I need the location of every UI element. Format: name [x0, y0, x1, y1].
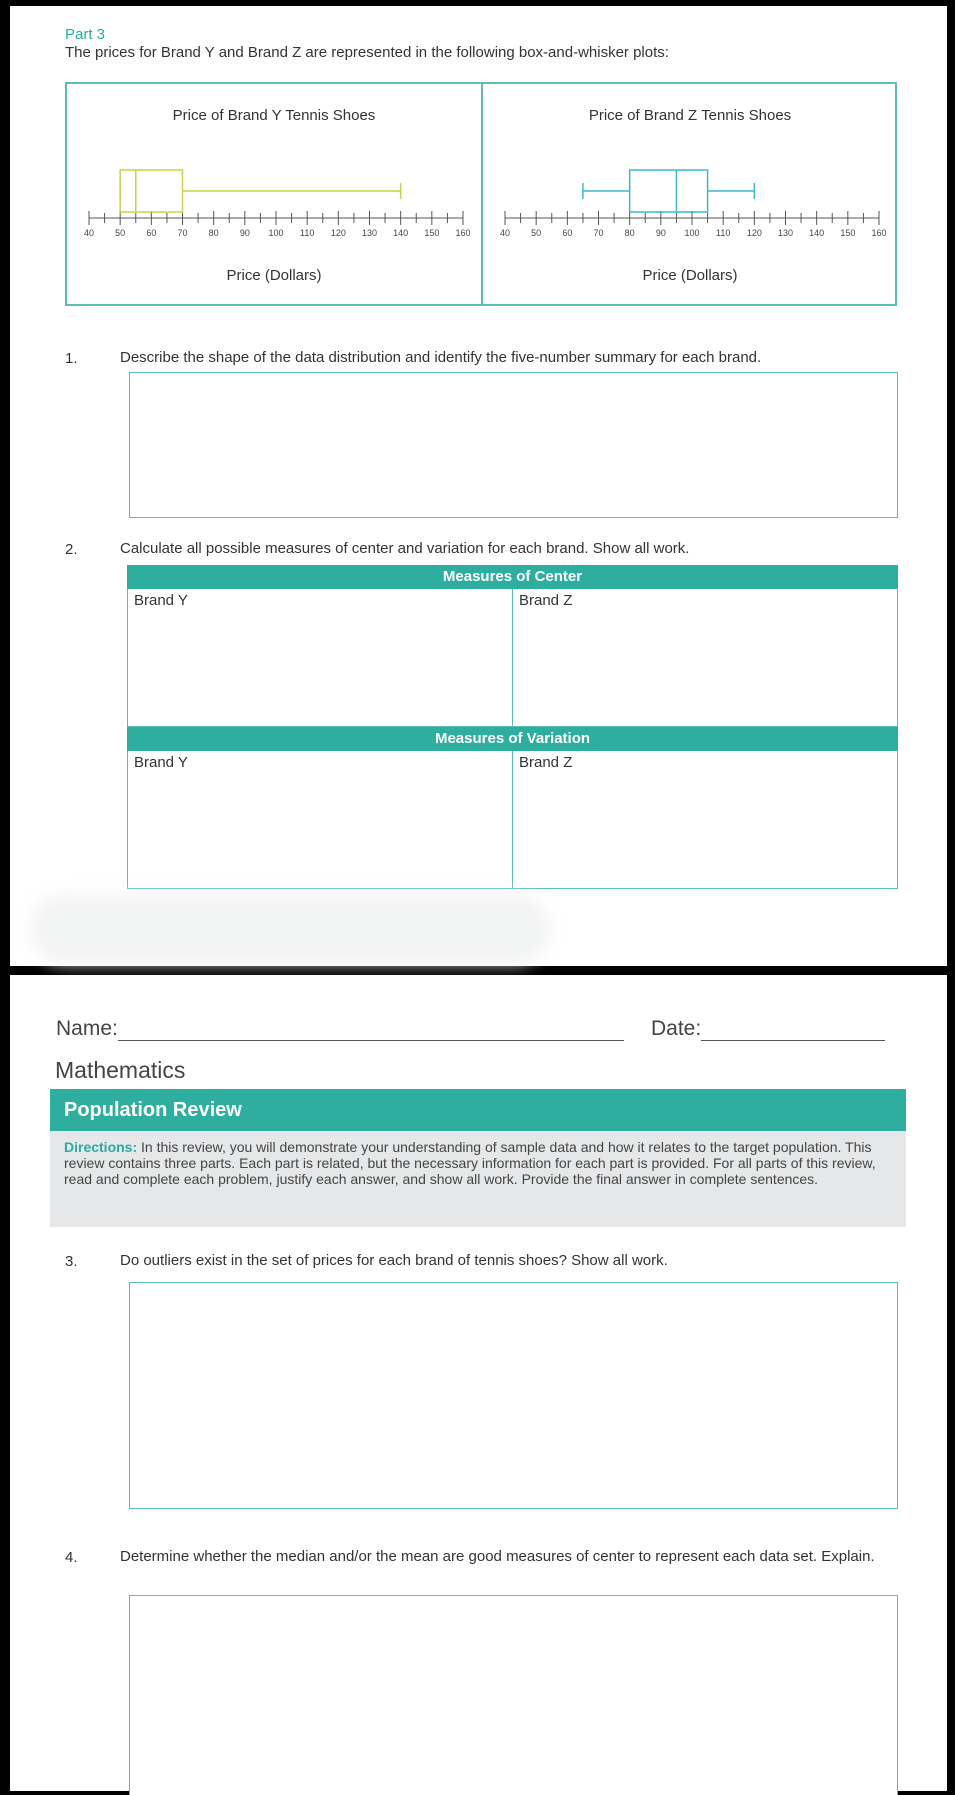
x-tick-label: 160 [871, 228, 887, 238]
q2-text: Calculate all possible measures of center and variation for each brand. Show all work. [120, 540, 690, 557]
iqr-box [630, 170, 708, 212]
plot-title: Price of Brand Y Tennis Shoes [172, 107, 376, 124]
variation-brand-y-cell[interactable]: Brand Y [134, 754, 188, 771]
q4-text: Determine whether the median and/or the mean are good measures of center to represent each data set. Explain. [120, 1548, 875, 1565]
q3-text: Do outliers exist in the set of prices for each brand of tennis shoes? Show all work. [120, 1252, 668, 1269]
x-axis-label: Price (Dollars) [226, 267, 322, 284]
brand-z-box-plot [483, 84, 897, 304]
plot-title: Price of Brand Z Tennis Shoes [588, 107, 792, 124]
q1-text: Describe the shape of the data distribution and identify the five-number summary for each brand. [120, 349, 762, 366]
x-tick-label: 80 [624, 228, 635, 238]
x-tick-label: 160 [455, 228, 471, 238]
date-label: Date: [651, 1017, 702, 1040]
measures-of-variation-header: Measures of Variation [127, 727, 898, 751]
variation-brand-z-cell[interactable]: Brand Z [512, 751, 897, 888]
name-underline [118, 1021, 624, 1041]
x-tick-label: 110 [715, 228, 731, 238]
x-tick-label: 100 [684, 228, 700, 238]
x-tick-label: 40 [83, 228, 95, 238]
box-plots-panel [65, 82, 897, 306]
measures-of-center-header: Measures of Center [127, 565, 898, 589]
directions-text: In this review, you will demonstrate your understanding of sample data and how it relates to the target population. This review contains three parts. Each part is related, but the necessary information for each part is provided. For all parts of this review, read and complete each problem, justify each answer, and show all work. Provide the final answer in complete sentences. [64, 1139, 876, 1187]
name-field[interactable] [56, 1017, 624, 1041]
directions-label: Directions: [64, 1139, 138, 1155]
x-tick-label: 150 [424, 228, 440, 238]
x-tick-label: 110 [299, 228, 315, 238]
center-brand-z-cell[interactable]: Brand Z [512, 589, 897, 726]
x-tick-label: 90 [239, 228, 250, 238]
directions-box [50, 1131, 906, 1227]
x-axis-label: Price (Dollars) [642, 267, 738, 284]
x-tick-label: 130 [777, 228, 794, 238]
q3-number: 3. [65, 1253, 78, 1270]
q1-number: 1. [65, 350, 78, 367]
x-tick-label: 100 [268, 228, 284, 238]
part-intro: The prices for Brand Y and Brand Z are represented in the following box-and-whisker plots: [65, 44, 669, 61]
x-tick-label: 80 [208, 228, 219, 238]
center-row [127, 589, 898, 727]
x-tick-label: 140 [393, 228, 409, 238]
review-banner: Population Review [50, 1089, 906, 1131]
q3-answer-box[interactable] [129, 1282, 898, 1509]
x-tick-label: 60 [146, 228, 157, 238]
worksheet-page-2 [10, 975, 947, 1791]
x-tick-label: 70 [177, 228, 188, 238]
smudge [30, 894, 550, 964]
q2-number: 2. [65, 541, 78, 558]
x-tick-label: 50 [531, 228, 542, 238]
x-tick-label: 120 [746, 228, 762, 238]
measures-table [127, 565, 898, 889]
subject-title: Mathematics [55, 1057, 186, 1083]
x-tick-label: 90 [655, 228, 666, 238]
part-label: Part 3 [65, 26, 106, 43]
name-label: Name: [56, 1017, 118, 1040]
x-tick-label: 70 [593, 228, 604, 238]
x-tick-label: 60 [562, 228, 573, 238]
x-tick-label: 120 [330, 228, 346, 238]
x-tick-label: 40 [499, 228, 511, 238]
date-underline [701, 1021, 885, 1041]
worksheet-page-1 [10, 6, 947, 966]
x-tick-label: 50 [115, 228, 126, 238]
brand-y-box-plot [67, 84, 481, 304]
iqr-box [120, 170, 182, 212]
center-brand-y-cell[interactable]: Brand Y [134, 592, 188, 609]
q1-answer-box[interactable] [129, 372, 898, 518]
variation-row [127, 751, 898, 889]
date-field[interactable] [651, 1017, 885, 1041]
q4-number: 4. [65, 1549, 78, 1566]
x-tick-label: 140 [809, 228, 825, 238]
q4-answer-box[interactable] [129, 1595, 898, 1795]
x-tick-label: 150 [840, 228, 856, 238]
x-tick-label: 130 [361, 228, 378, 238]
